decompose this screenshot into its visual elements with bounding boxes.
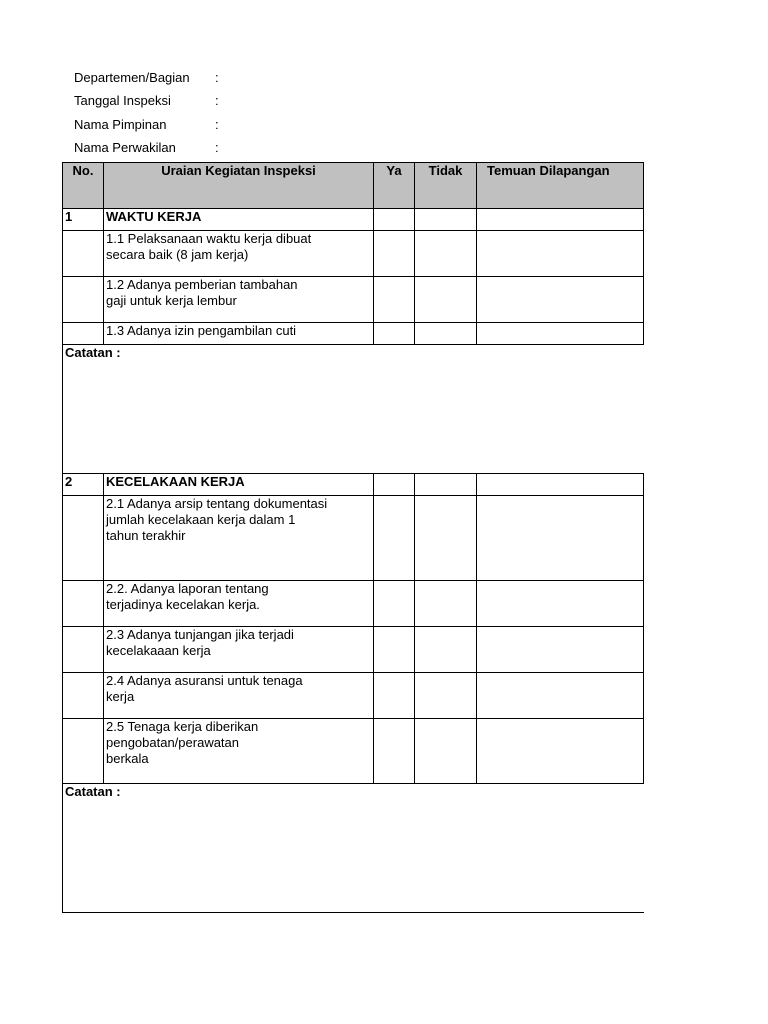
table-row xyxy=(63,627,644,673)
field-colon: : xyxy=(215,140,219,155)
uraian-line: pengobatan/perawatan xyxy=(106,735,240,750)
uraian-cell xyxy=(104,323,374,345)
no-cell xyxy=(63,719,104,784)
no-cell xyxy=(63,323,104,345)
uraian-cell xyxy=(104,277,374,323)
section-row xyxy=(63,209,644,231)
catatan-label: Catatan : xyxy=(65,784,121,799)
field-tanggal xyxy=(74,93,219,109)
tidak-cell[interactable] xyxy=(415,719,477,784)
catatan-area[interactable] xyxy=(63,784,644,913)
ya-cell[interactable] xyxy=(374,323,415,345)
temuan-cell[interactable] xyxy=(477,277,644,323)
ya-cell[interactable] xyxy=(374,474,415,496)
table-header-row xyxy=(63,163,644,209)
ya-cell[interactable] xyxy=(374,581,415,627)
temuan-cell[interactable] xyxy=(477,627,644,673)
temuan-cell[interactable] xyxy=(477,474,644,496)
uraian-line: 2.3 Adanya tunjangan jika terjadi xyxy=(106,627,294,642)
note-row xyxy=(63,784,644,913)
col-header-uraian: Uraian Kegiatan Inspeksi xyxy=(104,163,374,209)
field-pimpinan xyxy=(74,117,219,133)
tidak-cell[interactable] xyxy=(415,581,477,627)
tidak-cell[interactable] xyxy=(415,209,477,231)
col-header-no: No. xyxy=(63,163,104,209)
tidak-cell[interactable] xyxy=(415,277,477,323)
tidak-cell[interactable] xyxy=(415,627,477,673)
section-no: 1 xyxy=(63,209,104,231)
field-label: Nama Pimpinan xyxy=(74,117,167,132)
catatan-label: Catatan : xyxy=(65,345,121,360)
field-label: Departemen/Bagian xyxy=(74,70,190,85)
field-label: Nama Perwakilan xyxy=(74,140,176,155)
uraian-line: secara baik (8 jam kerja) xyxy=(106,247,249,262)
temuan-cell[interactable] xyxy=(477,719,644,784)
uraian-line: 1.2 Adanya pemberian tambahan xyxy=(106,277,298,292)
field-label: Tanggal Inspeksi xyxy=(74,93,171,108)
no-cell xyxy=(63,496,104,581)
tidak-cell[interactable] xyxy=(415,673,477,719)
no-cell xyxy=(63,231,104,277)
no-cell xyxy=(63,277,104,323)
uraian-cell xyxy=(104,496,374,581)
ya-cell[interactable] xyxy=(374,673,415,719)
no-cell xyxy=(63,673,104,719)
field-colon: : xyxy=(215,117,219,132)
table-row xyxy=(63,673,644,719)
col-header-tidak: Tidak xyxy=(415,163,477,209)
temuan-cell[interactable] xyxy=(477,673,644,719)
field-colon: : xyxy=(215,93,219,108)
temuan-cell[interactable] xyxy=(477,581,644,627)
ya-cell[interactable] xyxy=(374,627,415,673)
tidak-cell[interactable] xyxy=(415,231,477,277)
tidak-cell[interactable] xyxy=(415,474,477,496)
col-header-temuan: Temuan Dilapangan xyxy=(477,163,644,209)
ya-cell[interactable] xyxy=(374,719,415,784)
uraian-cell xyxy=(104,673,374,719)
table-row xyxy=(63,496,644,581)
tidak-cell[interactable] xyxy=(415,323,477,345)
uraian-line: 1.3 Adanya izin pengambilan cuti xyxy=(106,323,297,338)
uraian-line: gaji untuk kerja lembur xyxy=(106,293,237,308)
uraian-line: 2.5 Tenaga kerja diberikan xyxy=(106,719,259,734)
uraian-line: 1.1 Pelaksanaan waktu kerja dibuat xyxy=(106,231,312,246)
ya-cell[interactable] xyxy=(374,496,415,581)
uraian-line: berkala xyxy=(106,751,149,766)
table-row xyxy=(63,719,644,784)
temuan-cell[interactable] xyxy=(477,231,644,277)
field-colon: : xyxy=(215,70,219,85)
ya-cell[interactable] xyxy=(374,277,415,323)
tidak-cell[interactable] xyxy=(415,496,477,581)
table-row xyxy=(63,581,644,627)
uraian-cell xyxy=(104,627,374,673)
temuan-cell[interactable] xyxy=(477,323,644,345)
uraian-line: terjadinya kecelakan kerja. xyxy=(106,597,260,612)
no-cell xyxy=(63,581,104,627)
table-row xyxy=(63,277,644,323)
section-title: WAKTU KERJA xyxy=(104,209,374,231)
ya-cell[interactable] xyxy=(374,231,415,277)
uraian-line: tahun terakhir xyxy=(106,528,186,543)
field-perwakilan xyxy=(74,140,219,156)
uraian-line: 2.4 Adanya asuransi untuk tenaga xyxy=(106,673,303,688)
temuan-cell[interactable] xyxy=(477,209,644,231)
uraian-line: kerja xyxy=(106,689,135,704)
uraian-line: 2.2. Adanya laporan tentang xyxy=(106,581,269,596)
table-row xyxy=(63,231,644,277)
field-departemen xyxy=(74,70,219,86)
uraian-line: kecelakaaan kerja xyxy=(106,643,211,658)
ya-cell[interactable] xyxy=(374,209,415,231)
inspection-table xyxy=(62,162,644,913)
no-cell xyxy=(63,627,104,673)
section-row xyxy=(63,474,644,496)
col-header-ya: Ya xyxy=(374,163,415,209)
uraian-line: 2.1 Adanya arsip tentang dokumentasi xyxy=(106,496,328,511)
temuan-cell[interactable] xyxy=(477,496,644,581)
uraian-cell xyxy=(104,581,374,627)
table-row xyxy=(63,323,644,345)
section-title: KECELAKAAN KERJA xyxy=(104,474,374,496)
uraian-cell xyxy=(104,231,374,277)
uraian-line: jumlah kecelakaan kerja dalam 1 xyxy=(106,512,296,527)
section-no: 2 xyxy=(63,474,104,496)
catatan-area[interactable] xyxy=(63,345,644,474)
uraian-cell xyxy=(104,719,374,784)
note-row xyxy=(63,345,644,474)
